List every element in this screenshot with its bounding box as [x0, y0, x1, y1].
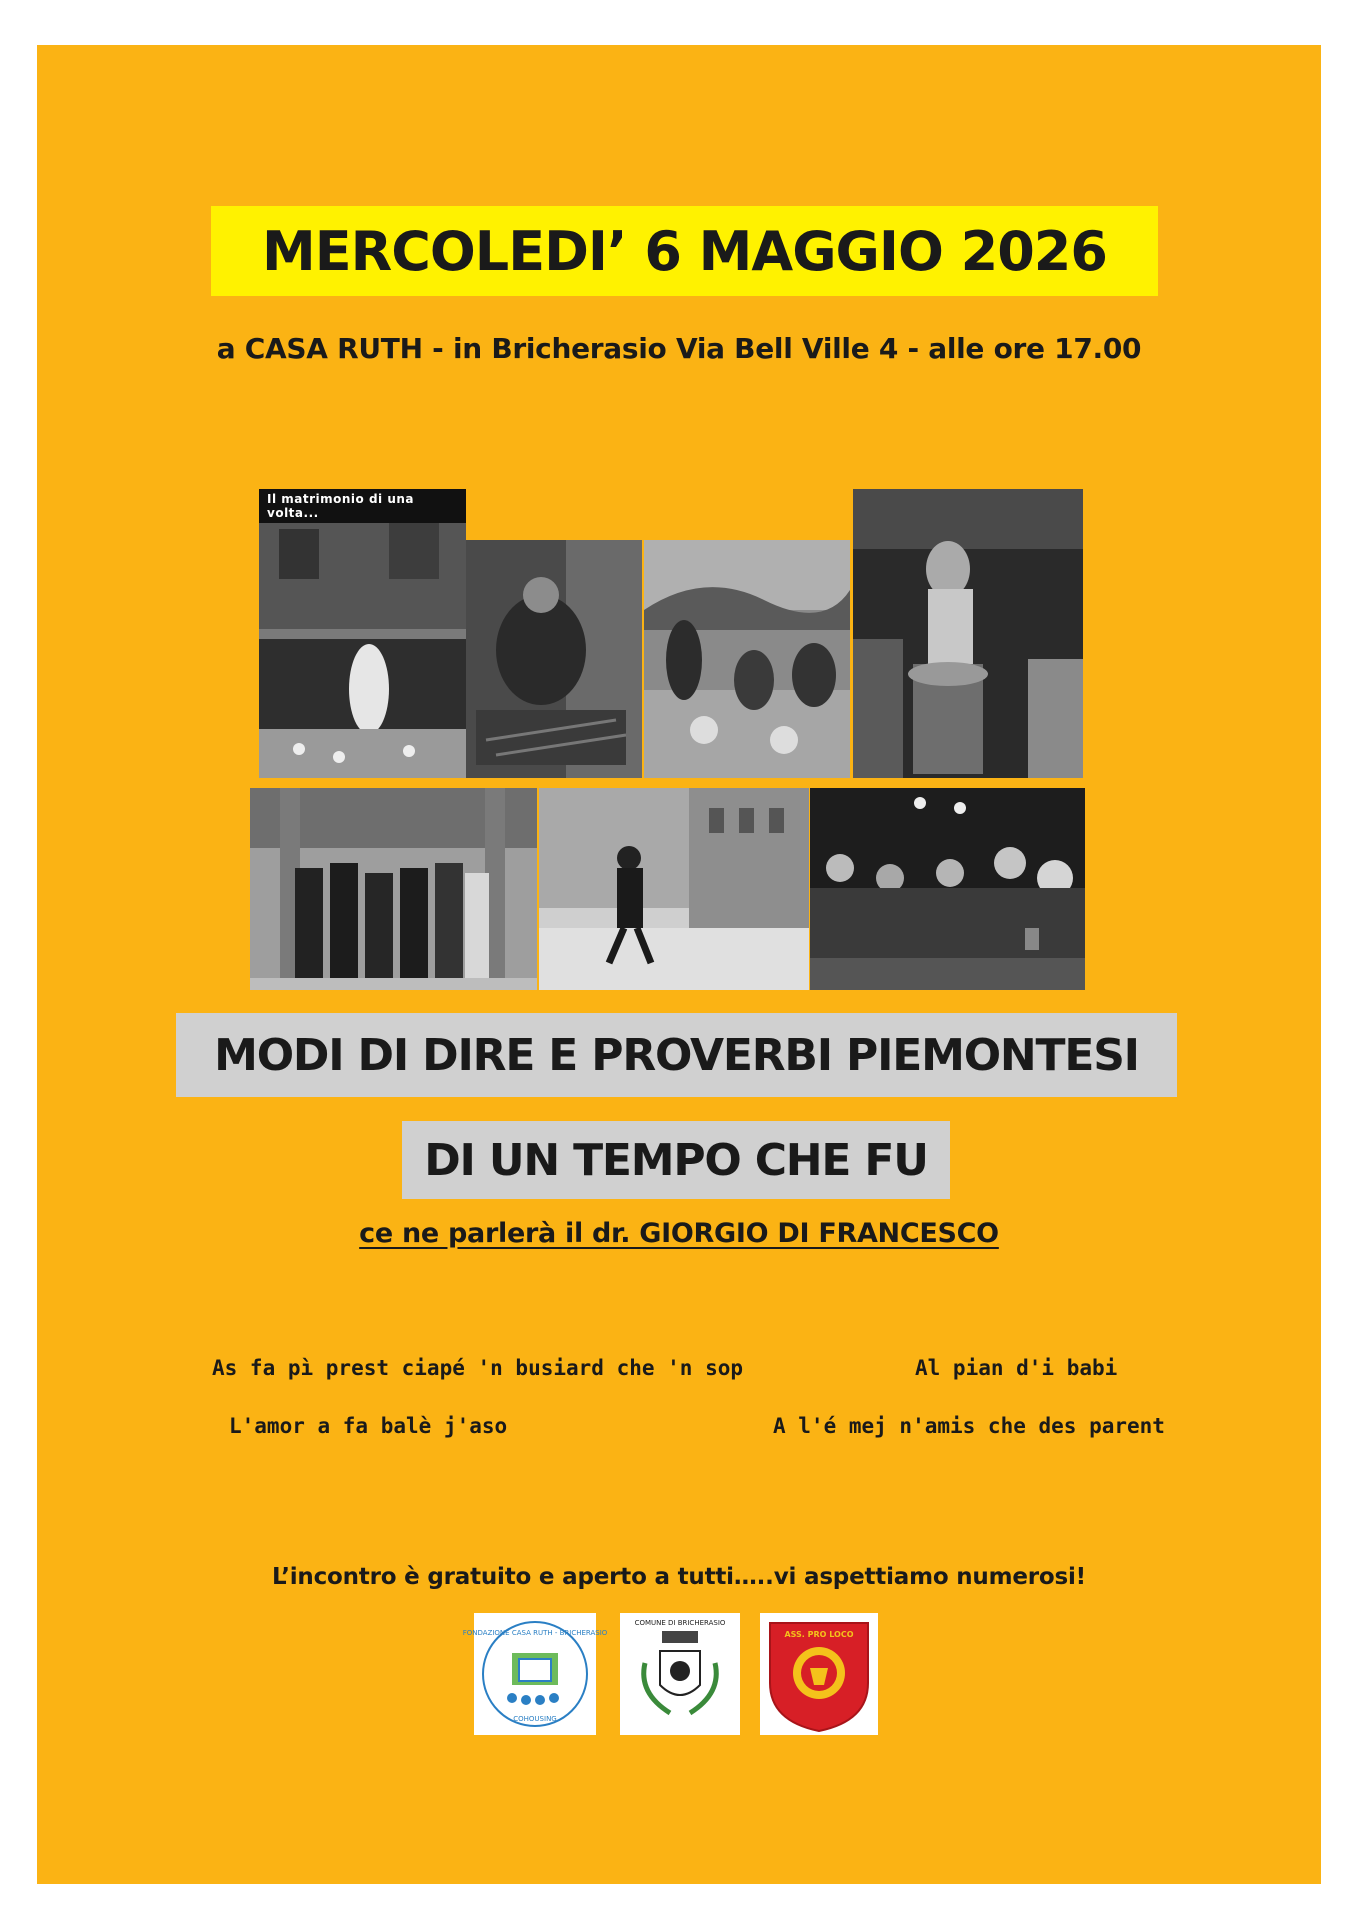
fondazione-casa-ruth-logo: [462, 1613, 608, 1735]
logo-comune-text: COMUNE DI BRICHERASIO: [634, 1619, 726, 1627]
proverb-1: As fa pì prest ciapé 'n busiard che 'n sop: [212, 1356, 744, 1380]
speaker-line: [0, 1218, 1358, 1249]
photo-washerwomen: [644, 540, 850, 778]
proverb-2: Al pian d'i babi: [915, 1356, 1118, 1380]
photo-grape-stomping: [853, 489, 1083, 778]
talk-title-line2: DI UN TEMPO CHE FU: [402, 1121, 950, 1199]
photo-street-walker: [539, 788, 809, 990]
logo-ruth-sub: COHOUSING: [513, 1715, 557, 1723]
photo-caption: Il matrimonio di una volta...: [259, 489, 466, 523]
proverb-4: A l'é mej n'amis che des parent: [773, 1414, 1165, 1438]
event-date-banner: [211, 206, 1158, 296]
photo-tavern-scene: [810, 788, 1085, 990]
photo-craftsman: [466, 540, 642, 778]
photo-wedding: [259, 489, 466, 778]
talk-title-line1: MODI DI DIRE E PROVERBI PIEMONTESI: [176, 1013, 1177, 1097]
comune-bricherasio-logo: [620, 1613, 740, 1735]
event-date: MERCOLEDI’ 6 MAGGIO 2026: [262, 219, 1107, 283]
event-location: a CASA RUTH - in Bricherasio Via Bell Ville 4 - alle ore 17.00: [216, 332, 1142, 365]
logo-proloco-text: ASS. PRO LOCO: [784, 1630, 854, 1639]
speaker-text: ce ne parlerà il dr. GIORGIO DI FRANCESCO: [359, 1218, 999, 1249]
logo-ruth-text: FONDAZIONE CASA RUTH - BRICHERASIO: [462, 1629, 608, 1637]
invitation-text: L’incontro è gratuito e aperto a tutti…..vi aspettiamo numerosi!: [272, 1564, 1086, 1590]
proverb-3: L'amor a fa balè j'aso: [229, 1414, 508, 1438]
pro-loco-logo: [760, 1613, 878, 1735]
photo-family-portrait: [250, 788, 537, 990]
